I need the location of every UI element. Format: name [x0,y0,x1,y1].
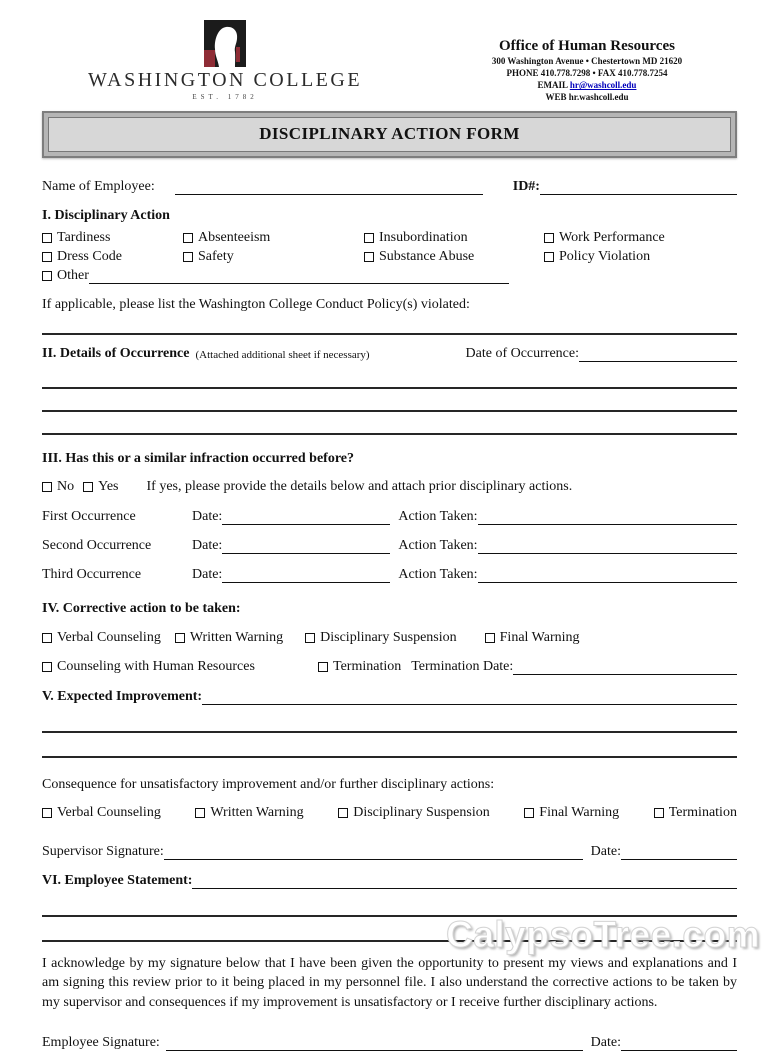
third-date-label: Date: [192,566,223,582]
checkbox-consequence-written-warning[interactable] [195,808,205,818]
supervisor-date-field[interactable] [621,845,737,860]
date-of-occurrence-field[interactable] [579,347,737,362]
consequence-checkbox-row [42,805,737,821]
details-line-3[interactable] [42,433,737,435]
third-occurrence-label: Third Occurrence [42,566,142,582]
checkbox-no-label: No [57,478,75,494]
section-5-heading: V. Expected Improvement: [42,688,203,704]
section-1-heading: I. Disciplinary Action [42,207,170,223]
expected-improvement-field[interactable] [202,690,737,705]
expected-improvement-row [42,689,737,705]
checkbox-counseling-hr[interactable] [42,662,52,672]
termination-date-label: Termination Date: [411,658,514,674]
web-address: hr.washcoll.edu [568,92,629,103]
checkbox-final-warning[interactable] [485,633,495,643]
first-action-field[interactable] [478,510,737,525]
office-email-line [437,79,737,91]
third-action-label: Action Taken: [398,566,478,582]
employee-name-field[interactable] [175,180,483,195]
office-phone-fax: PHONE 410.778.7298 • FAX 410.778.7254 [506,68,668,79]
second-occurrence-label: Second Occurrence [42,537,152,553]
section-3-heading: III. Has this or a similar infraction occurred before? [42,450,354,466]
checkbox-counseling-hr-label: Counseling with Human Resources [57,658,255,674]
checkbox-consequence-disciplinary-suspension-label: Disciplinary Suspension [353,804,490,820]
checkbox-policy-violation[interactable] [544,252,554,262]
checkbox-safety-label: Safety [198,248,234,264]
checkbox-termination[interactable] [318,662,328,672]
id-label: ID#: [512,178,540,194]
college-name: WASHINGTON COLLEGE [88,69,363,91]
web-label: WEB [545,92,569,103]
section-6-heading: VI. Employee Statement: [42,872,193,888]
details-line-1[interactable] [42,387,737,389]
checkbox-tardiness-label: Tardiness [57,229,111,245]
first-occurrence-label: First Occurrence [42,508,136,524]
section-4-heading: IV. Corrective action to be taken: [42,600,241,616]
checkbox-substance-abuse-label: Substance Abuse [379,248,475,264]
checkbox-final-warning-label: Final Warning [499,629,580,645]
checkbox-disciplinary-suspension-label: Disciplinary Suspension [320,629,457,645]
employee-signature-label: Employee Signature: [42,1035,160,1051]
employee-name-row [42,179,737,195]
third-occurrence-row [42,567,737,583]
office-web-line [437,91,737,103]
corrective-action-row-1 [42,630,737,646]
checkbox-insubordination[interactable] [364,233,374,243]
checkbox-consequence-verbal-counseling[interactable] [42,808,52,818]
first-occurrence-row [42,509,737,525]
college-est: EST. 1782 [192,93,258,101]
consequence-prompt: Consequence for unsatisfactory improvement and/or further disciplinary actions: [42,776,495,792]
supervisor-signature-label: Supervisor Signature: [42,843,164,859]
second-action-label: Action Taken: [398,537,478,553]
supervisor-signature-field[interactable] [164,845,583,860]
first-action-label: Action Taken: [398,508,478,524]
checkbox-consequence-written-warning-label: Written Warning [210,804,304,820]
third-date-field[interactable] [222,568,390,583]
other-field[interactable] [89,269,509,284]
checkbox-tardiness[interactable] [42,233,52,243]
checkbox-verbal-counseling-label: Verbal Counseling [57,629,161,645]
checkbox-verbal-counseling[interactable] [42,633,52,643]
checkbox-consequence-verbal-counseling-label: Verbal Counseling [57,804,161,820]
checkbox-policy-violation-label: Policy Violation [559,248,651,264]
checkbox-absenteeism-label: Absenteeism [198,229,271,245]
date-of-occurrence-label: Date of Occurrence: [465,345,579,361]
policy-violated-field[interactable] [42,333,737,335]
email-link[interactable]: hr@washcoll.edu [569,80,637,91]
employee-statement-field[interactable] [192,874,737,889]
checkbox-consequence-disciplinary-suspension[interactable] [338,808,348,818]
checkbox-consequence-final-warning[interactable] [524,808,534,818]
section-2-note: (Attached additional sheet if necessary) [195,348,370,361]
checkbox-termination-label: Termination [333,658,402,674]
office-address: 300 Washington Avenue • Chestertown MD 21620 [491,56,683,66]
email-label: EMAIL [537,80,570,91]
employee-signature-row [42,1035,737,1051]
improvement-line-2[interactable] [42,756,737,758]
termination-date-field[interactable] [513,660,737,675]
employee-date-field[interactable] [621,1036,737,1051]
checkbox-consequence-final-warning-label: Final Warning [539,804,620,820]
checkbox-dress-code-label: Dress Code [57,248,122,264]
first-date-field[interactable] [222,510,390,525]
checkbox-consequence-termination[interactable] [654,808,664,818]
checkbox-other[interactable] [42,271,52,281]
prior-infraction-row [42,479,737,495]
corrective-action-row-2 [42,659,737,675]
checkbox-no[interactable] [42,482,52,492]
name-of-employee-label: Name of Employee: [42,178,155,194]
college-logo [88,16,362,101]
employee-signature-field[interactable] [166,1036,583,1051]
checkbox-disciplinary-suspension[interactable] [305,633,315,643]
watermark: CalypsoTree.com [446,914,760,955]
checkbox-dress-code[interactable] [42,252,52,262]
second-occurrence-row [42,538,737,554]
header [42,16,737,104]
second-date-label: Date: [192,537,223,553]
form-title: DISCIPLINARY ACTION FORM [259,123,520,143]
section-2-heading: II. Details of Occurrence [42,345,190,361]
washington-head-icon [204,20,246,67]
employee-date-label: Date: [590,1035,621,1051]
checkbox-other-label: Other [57,267,89,283]
checkbox-substance-abuse[interactable] [364,252,374,262]
if-yes-instruction: If yes, please provide the details below and attach prior disciplinary actions. [146,478,573,494]
second-date-field[interactable] [222,539,390,554]
disciplinary-action-checkboxes [42,230,737,265]
employee-statement-row [42,873,737,889]
form-title-bar [42,111,737,158]
checkbox-work-performance[interactable] [544,233,554,243]
first-date-label: Date: [192,508,223,524]
checkbox-written-warning-label: Written Warning [189,629,284,645]
policy-violated-prompt: If applicable, please list the Washington College Conduct Policy(s) violated: [42,296,470,312]
checkbox-work-performance-label: Work Performance [559,229,665,245]
second-action-field[interactable] [478,539,737,554]
checkbox-consequence-termination-label: Termination [668,804,737,820]
other-row [42,268,737,284]
checkbox-yes[interactable] [83,482,93,492]
improvement-line-1[interactable] [42,731,737,733]
supervisor-signature-row [42,844,737,860]
hr-contact-block [437,16,737,104]
details-line-2[interactable] [42,410,737,412]
checkbox-yes-label: Yes [98,478,119,494]
checkbox-insubordination-label: Insubordination [379,229,468,245]
checkbox-written-warning[interactable] [175,633,185,643]
section-2-heading-row [42,346,737,362]
acknowledgment-paragraph: I acknowledge by my signature below that I have been given the opportunity to present my views and explanations and I am signing this review prior to it being placed in my personnel file. I also understand the corrective actions to be taken by my supervisor and consequences if my improvement is unsatisfactory or I receive further disciplinary actions. [42,955,737,1011]
office-title: Office of Human Resources [499,38,675,54]
third-action-field[interactable] [478,568,737,583]
supervisor-date-label: Date: [590,843,621,859]
employee-id-field[interactable] [540,180,737,195]
checkbox-absenteeism[interactable] [183,233,193,243]
checkbox-safety[interactable] [183,252,193,262]
